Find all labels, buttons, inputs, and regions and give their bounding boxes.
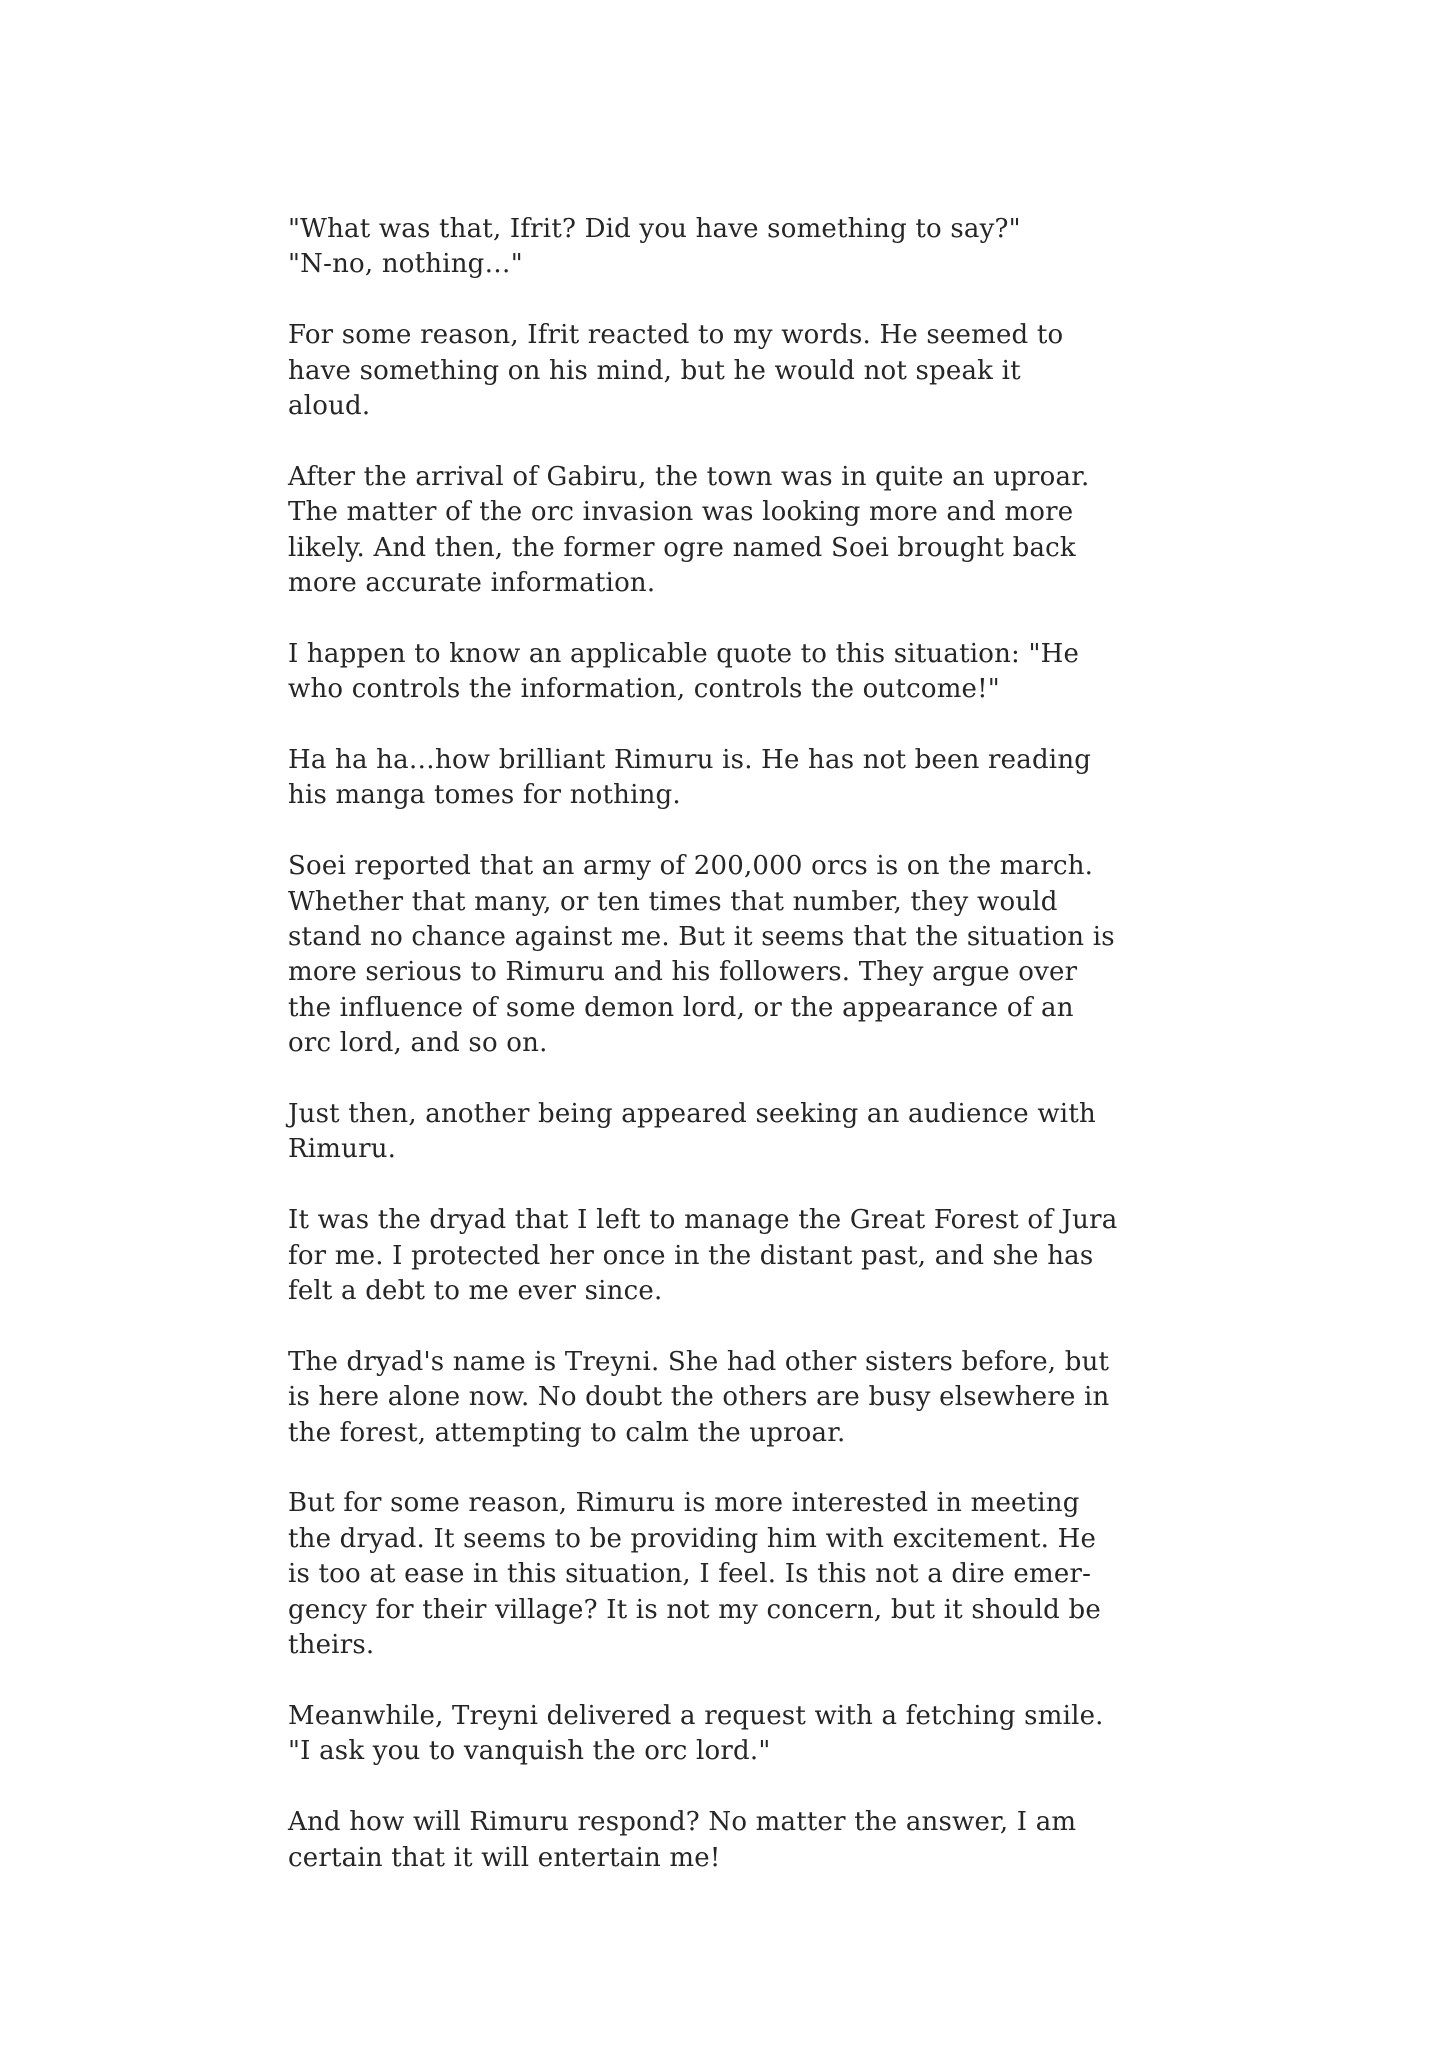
paragraph [288,1805,1128,1876]
text-line: The matter of the orc invasion was looking more and more [288,497,1074,528]
text-line: Ha ha ha…how brilliant Rimuru is. He has not been reading [288,745,1092,776]
paragraph [288,743,1128,814]
paragraph [288,1345,1128,1451]
text-line: orc lord, and so on. [288,1028,548,1059]
text-line: for me. I protected her once in the distant past, and she has [288,1240,1094,1271]
text-line: likely. And then, the former ogre named Soei brought back [288,532,1076,563]
paragraph [288,849,1128,1061]
text-line: "N-no, nothing…" [288,249,523,280]
paragraph [288,318,1128,424]
text-line: aloud. [288,391,371,422]
text-line: "What was that, Ifrit? Did you have something to say?" [288,214,1021,244]
text-line: And how will Rimuru respond? No matter the answer, I am [288,1807,1077,1838]
text-line: For some reason, Ifrit reacted to my words. He seemed to [288,320,1064,351]
paragraph [288,1203,1128,1309]
text-line: have something on his mind, but he would not speak it [288,355,1021,386]
text-line: more serious to Rimuru and his followers. They argue over [288,957,1078,988]
paragraph [288,1097,1128,1168]
text-line: is too at ease in this situation, I feel. Is this not a dire emer- [288,1559,1092,1590]
text-line: Whether that many, or ten times that number, they would [288,886,1058,917]
text-line: Soei reported that an army of 200,000 orcs is on the march. [288,851,1094,882]
text-line: gency for their village? It is not my concern, but it should be [288,1594,1101,1625]
text-line: certain that it will entertain me! [288,1842,721,1873]
text-line: I happen to know an applicable quote to this situation: "He [288,638,1080,669]
text-line: The dryad's name is Treyni. She had other sisters before, but [288,1346,1110,1377]
text-line: stand no chance against me. But it seems that the situation is [288,922,1115,953]
paragraph [288,460,1128,602]
text-line: the influence of some demon lord, or the appearance of an [288,992,1074,1023]
text-line: who controls the information, controls the outcome!" [288,674,1000,705]
paragraph [288,1699,1128,1770]
text-line: Rimuru. [288,1134,397,1165]
paragraph [288,637,1128,708]
text-line: Meanwhile, Treyni delivered a request with a fetching smile. [288,1700,1104,1731]
text-line: But for some reason, Rimuru is more interested in meeting [288,1488,1080,1519]
text-line: It was the dryad that I left to manage the Great Forest of Jura [288,1205,1118,1236]
text-line: felt a debt to me ever since. [288,1276,663,1307]
paragraph [288,1486,1128,1663]
text-line: his manga tomes for nothing. [288,780,681,811]
text-line: the forest, attempting to calm the uproar. [288,1417,846,1448]
text-line: Just then, another being appeared seeking an audience with [288,1099,1096,1130]
text-block [288,212,1128,1876]
text-line: theirs. [288,1630,375,1661]
text-line: the dryad. It seems to be providing him with excitement. He [288,1523,1097,1554]
paragraph [288,212,1128,283]
text-line: After the arrival of Gabiru, the town was in quite an uproar. [288,461,1090,492]
text-line: is here alone now. No doubt the others are busy elsewhere in [288,1382,1110,1413]
text-line: "I ask you to vanquish the orc lord." [288,1736,771,1767]
text-line: more accurate information. [288,568,656,599]
